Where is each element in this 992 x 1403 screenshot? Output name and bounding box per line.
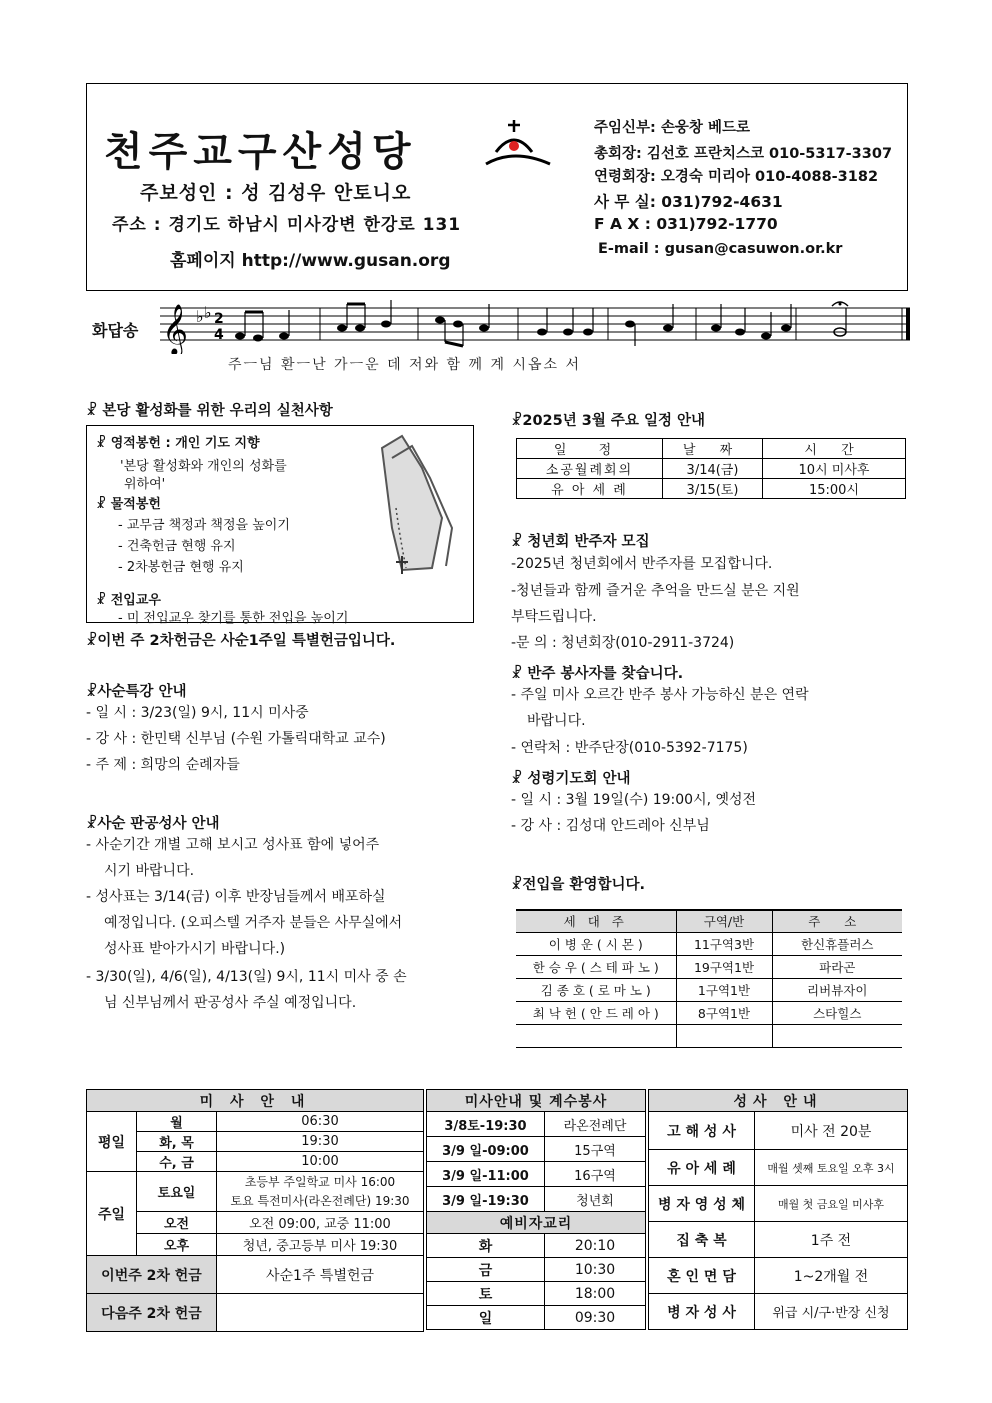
mass-time: 19:30: [217, 1132, 424, 1152]
office-phone: 사 무 실: 031)792-4631: [594, 193, 783, 211]
sacrament-name: 고 해 성 사: [649, 1112, 755, 1150]
confession-line: - 성사표는 3/14(금) 이후 반장님들께서 배포하실: [86, 889, 386, 905]
service-date: 3/9 일-09:00: [427, 1137, 545, 1162]
welcome-header: 주 소: [772, 910, 902, 932]
district: 19구역1반: [676, 955, 772, 978]
sacrament-name: 유 아 세 례: [649, 1150, 755, 1186]
accompanist-line: 바랍니다.: [527, 713, 586, 729]
service-table: [426, 1089, 646, 1330]
prayer-line: - 강 사 : 김성대 안드레아 신부님: [511, 818, 710, 834]
evening-mass: 청년, 중고등부 미사 19:30: [217, 1234, 424, 1256]
catechumen-day: 금: [427, 1258, 545, 1282]
schedule-header: 시 간: [763, 439, 906, 459]
practice-transfer: ☧ 전입교우: [96, 593, 161, 608]
church-bullet-icon: ☧: [86, 633, 98, 649]
sacrament-name: 병 자 성 사: [649, 1294, 755, 1330]
household-head: 최 낙 헌 ( 안 드 레 아 ): [516, 1001, 676, 1024]
table-row: [427, 1282, 646, 1306]
table-row: [517, 479, 906, 499]
sacrament-name: 혼 인 면 담: [649, 1258, 755, 1294]
table-row: [516, 955, 902, 978]
church-bullet-icon: ☧: [86, 684, 98, 700]
service-group: 청년회: [545, 1187, 646, 1212]
table-row: [427, 1234, 646, 1258]
service-group: 16구역: [545, 1162, 646, 1187]
table-row: [427, 1112, 646, 1137]
catechumen-time: 18:00: [545, 1282, 646, 1306]
accompanist-title: ☧ 반주 봉사자를 찾습니다.: [511, 666, 684, 682]
church-bullet-icon: ☧: [511, 771, 528, 787]
residence: 리버뷰자이: [772, 978, 902, 1001]
sacrament-info: 위급 시/구·반장 신청: [755, 1294, 908, 1330]
schedule-event: 소공월례회의: [517, 459, 663, 479]
welcome-title: ☧전입을 환영합니다.: [511, 877, 645, 893]
church-bullet-icon: ☧: [86, 403, 103, 419]
confession-line: - 3/30(일), 4/6(일), 4/13(일) 9시, 11시 미사 중 손: [86, 969, 407, 985]
church-bullet-icon: ☧: [86, 816, 98, 832]
schedule-date: 3/14(금): [663, 459, 763, 479]
schedule-header: 일 정: [517, 439, 663, 459]
march-schedule-table: [516, 438, 906, 499]
sacrament-info: 매월 첫 금요일 미사후: [755, 1186, 908, 1222]
table-row: [649, 1258, 908, 1294]
practice-line: - 미 전입교우 찾기를 통한 전입을 높이기: [118, 611, 349, 626]
lent-lecture-line: - 주 제 : 희망의 순례자들: [86, 757, 240, 773]
offering-notice: ☧이번 주 2차헌금은 사순1주일 특별헌금입니다.: [86, 633, 396, 649]
district: 11구역3반: [676, 932, 772, 955]
pray-bullet-icon: ☧: [96, 436, 111, 451]
song-lyrics: 주ㅡ님 환ㅡ난 가ㅡ운 데 저와 함 께 계 시옵소 서: [228, 357, 582, 373]
sacrament-info: 매월 셋째 토요일 오후 3시: [755, 1150, 908, 1186]
youth-line: -문 의 : 청년회장(010-2911-3724): [511, 635, 735, 651]
accompanist-line: - 연락처 : 반주단장(010-5392-7175): [511, 740, 748, 756]
table-row: [649, 1150, 908, 1186]
service-date: 3/9 일-19:30: [427, 1187, 545, 1212]
household-head: 이 병 운 ( 시 몬 ): [516, 932, 676, 955]
catechumen-day: 화: [427, 1234, 545, 1258]
welcome-header: 구역/반: [676, 910, 772, 932]
schedule-header: 날 짜: [663, 439, 763, 459]
catechumen-header: 예비자교리: [427, 1212, 646, 1234]
mass-header: 미 사 안 내: [87, 1090, 424, 1112]
table-row: [516, 1024, 902, 1047]
mass-day: 화, 목: [137, 1132, 217, 1152]
household-head: 김 종 호 ( 로 마 노 ): [516, 978, 676, 1001]
service-group: 15구역: [545, 1137, 646, 1162]
district: 1구역1반: [676, 978, 772, 1001]
morning-label: 오전: [137, 1212, 217, 1234]
table-row: [649, 1112, 908, 1150]
service-group: 라온전례단: [545, 1112, 646, 1137]
practice-line: - 2차봉헌금 현행 유지: [118, 560, 244, 575]
parish-title: 천주교구산성당: [104, 128, 417, 175]
this-week-offering-label: 이번주 2차 헌금: [87, 1256, 217, 1294]
church-logo-icon: [484, 118, 554, 170]
prayer-line: - 일 시 : 3월 19일(수) 19:00시, 옛성전: [511, 792, 757, 808]
praying-hands-icon: [362, 428, 472, 578]
service-date: 3/8토-19:30: [427, 1112, 545, 1137]
sacrament-info: 1~2개월 전: [755, 1258, 908, 1294]
sacrament-info: 1주 전: [755, 1222, 908, 1258]
practice-material: ☧ 물적봉헌: [96, 497, 161, 512]
sacrament-info: 미사 전 20분: [755, 1112, 908, 1150]
church-bullet-icon: ☧: [511, 877, 523, 893]
svg-text:𝄞: 𝄞: [162, 304, 189, 354]
practice-spiritual: ☧ 영적봉헌 : 개인 기도 지향: [96, 436, 260, 451]
lent-lecture-title: ☧사순특강 안내: [86, 684, 187, 700]
table-row: [649, 1222, 908, 1258]
pastor-contact: 주임신부: 손웅창 베드로: [594, 120, 750, 136]
svg-text:4: 4: [214, 327, 224, 343]
lent-lecture-line: - 강 사 : 한민택 신부님 (수원 가톨릭대학교 교수): [86, 731, 386, 747]
youth-line: 부탁드립니다.: [511, 609, 597, 625]
next-week-offering-value: [217, 1294, 424, 1332]
household-head: [516, 1024, 676, 1047]
residence: 스타힐스: [772, 1001, 902, 1024]
mass-day: 월: [137, 1112, 217, 1132]
fax-number: F A X : 031)792-1770: [594, 215, 778, 233]
practice-line: 위하여': [124, 477, 166, 492]
practice-title: ☧ 본당 활성화를 위한 우리의 실천사항: [86, 403, 333, 419]
mass-day: 수, 금: [137, 1152, 217, 1172]
prayer-title: ☧ 성령기도회 안내: [511, 771, 631, 787]
music-staff: [160, 298, 915, 354]
schedule-event: 유 아 세 례: [517, 479, 663, 499]
service-date: 3/9 일-11:00: [427, 1162, 545, 1187]
homepage-link[interactable]: 홈페이지 http://www.gusan.org: [170, 251, 451, 271]
catechumen-time: 20:10: [545, 1234, 646, 1258]
youth-line: -청년들과 함께 즐거운 추억을 만드실 분은 지원: [511, 583, 800, 599]
sacrament-name: 집 축 복: [649, 1222, 755, 1258]
church-bullet-icon: ☧: [511, 413, 523, 429]
catechumen-time: 10:30: [545, 1258, 646, 1282]
table-row: [516, 932, 902, 955]
patron-saint: 주보성인 : 성 김성우 안토니오: [140, 182, 412, 204]
confession-line: - 사순기간 개별 고해 보시고 성사표 함에 넣어주: [86, 837, 380, 853]
schedule-date: 3/15(토): [663, 479, 763, 499]
mass-table: [86, 1089, 424, 1332]
accompanist-line: - 주일 미사 오르간 반주 봉사 가능하신 분은 연락: [511, 687, 809, 703]
mass-time: 06:30: [217, 1112, 424, 1132]
table-row: [427, 1306, 646, 1330]
table-row: [516, 1001, 902, 1024]
next-week-offering-label: 다음주 2차 헌금: [87, 1294, 217, 1332]
svg-text:2: 2: [214, 311, 224, 327]
confession-line: 님 신부님께서 판공성사 주실 예정입니다.: [104, 995, 357, 1011]
table-row: [427, 1187, 646, 1212]
lent-lecture-line: - 일 시 : 3/23(일) 9시, 11시 미사중: [86, 705, 309, 721]
sunday-label: 주일: [87, 1172, 137, 1256]
welcome-header: 세 대 주: [516, 910, 676, 932]
service-header: 미사안내 및 계수봉사: [427, 1090, 646, 1112]
catechumen-time: 09:30: [545, 1306, 646, 1330]
household-head: 한 승 우 ( 스 테 파 노 ): [516, 955, 676, 978]
catechumen-day: 토: [427, 1282, 545, 1306]
address: 주소 : 경기도 하남시 미사강변 한강로 131: [112, 215, 462, 235]
sacrament-name: 병 자 영 성 체: [649, 1186, 755, 1222]
table-row: [427, 1162, 646, 1187]
table-row: [649, 1186, 908, 1222]
schedule-time: 10시 미사후: [763, 459, 906, 479]
youth-line: -2025년 청년회에서 반주자를 모집합니다.: [511, 556, 773, 572]
practice-line: '본당 활성화와 개인의 성화를: [120, 459, 287, 474]
saturday-mass: 초등부 주일학교 미사 16:00 토요 특전미사(라온전례단) 19:30: [217, 1172, 424, 1212]
table-row: [649, 1294, 908, 1330]
mass-time: 10:00: [217, 1152, 424, 1172]
practice-line: - 건축헌금 현행 유지: [118, 539, 236, 554]
response-psalm-label: 화답송: [92, 321, 139, 340]
district: [676, 1024, 772, 1047]
table-row: [427, 1137, 646, 1162]
svg-text:♭: ♭: [196, 307, 204, 326]
pray-bullet-icon: ☧: [96, 497, 111, 512]
confession-line: 시기 바랍니다.: [104, 863, 195, 879]
svg-text:♭: ♭: [204, 303, 212, 322]
march-schedule-title: ☧2025년 3월 주요 일정 안내: [511, 413, 706, 429]
saturday-label: 토요일: [137, 1172, 217, 1212]
table-row: [516, 978, 902, 1001]
catechumen-day: 일: [427, 1306, 545, 1330]
welcome-table: [516, 909, 902, 1048]
church-bullet-icon: ☧: [511, 666, 528, 682]
email-address: E-mail : gusan@casuwon.or.kr: [598, 241, 843, 257]
confession-title: ☧사순 판공성사 안내: [86, 816, 220, 832]
morning-mass: 오전 09:00, 교중 11:00: [217, 1212, 424, 1234]
president-contact: 총회장: 김선호 프란치스코 010-5317-3307: [594, 146, 893, 162]
funeral-contact: 연령회장: 오경숙 미리아 010-4088-3182: [594, 169, 879, 185]
sacrament-header: 성사 안내: [649, 1090, 908, 1112]
confession-line: 예정입니다. (오피스텔 거주자 분들은 사무실에서: [104, 915, 403, 931]
residence: [772, 1024, 902, 1047]
church-bullet-icon: ☧: [511, 534, 528, 550]
sacrament-table: [648, 1089, 908, 1330]
youth-title: ☧ 청년회 반주자 모집: [511, 534, 650, 550]
residence: 한신휴플러스: [772, 932, 902, 955]
district: 8구역1반: [676, 1001, 772, 1024]
confession-line: 성사표 받아가시기 바랍니다.): [104, 941, 286, 957]
residence: 파라곤: [772, 955, 902, 978]
weekday-label: 평일: [87, 1112, 137, 1172]
pray-bullet-icon: ☧: [96, 593, 111, 608]
this-week-offering-value: 사순1주 특별헌금: [217, 1256, 424, 1294]
table-row: [517, 459, 906, 479]
schedule-time: 15:00시: [763, 479, 906, 499]
table-row: [427, 1258, 646, 1282]
evening-label: 오후: [137, 1234, 217, 1256]
practice-line: - 교무금 책정과 책정을 높이기: [118, 518, 290, 533]
